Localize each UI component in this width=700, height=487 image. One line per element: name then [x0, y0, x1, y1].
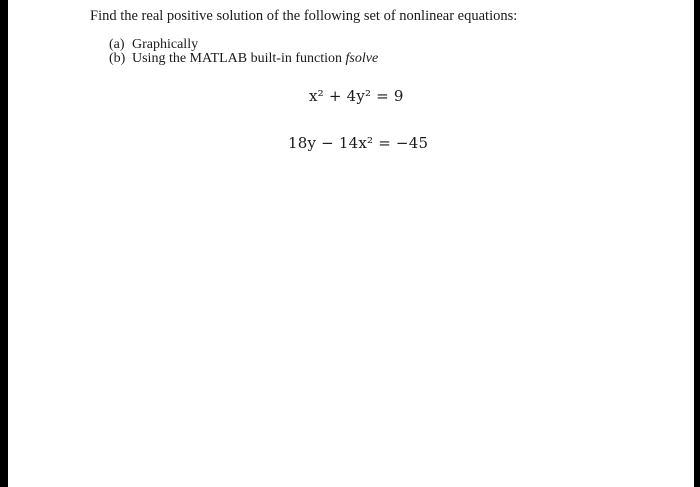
part-a-text: Graphically — [132, 37, 199, 52]
part-a-letter: (a) — [109, 37, 125, 52]
part-b — [109, 52, 378, 66]
parts-list — [109, 38, 378, 66]
left-border — [0, 0, 8, 487]
right-border — [694, 0, 700, 487]
part-b-letter: (b) — [109, 51, 126, 66]
part-b-function-name: fsolve — [345, 51, 379, 66]
part-a — [109, 38, 378, 52]
equation-1: x² + 4y² = 9 — [309, 87, 404, 105]
question-text: Find the real positive solution of the following set of nonlinear equations: — [90, 8, 518, 24]
part-b-text-main: Using the MATLAB built-in function — [132, 51, 346, 66]
part-b-text — [132, 51, 378, 66]
equation-2: 18y − 14x² = −45 — [288, 134, 429, 152]
